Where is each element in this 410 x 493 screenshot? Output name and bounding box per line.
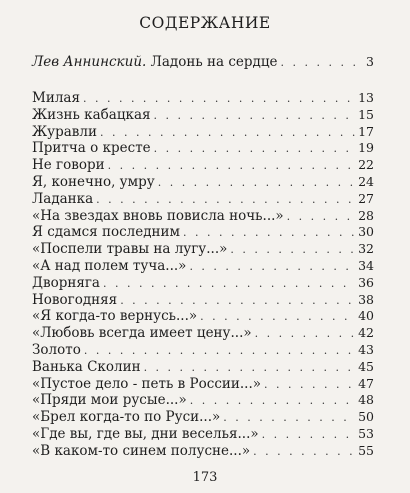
- toc-entry-title: «Я когда-то вернусь...»: [32, 308, 198, 325]
- leader-dots: [158, 175, 355, 192]
- toc-entry: [32, 392, 374, 409]
- leader-dots: [264, 377, 355, 394]
- toc-entry-page-number: 43: [358, 341, 374, 357]
- intro-title: Ладонь на сердце: [150, 54, 278, 70]
- toc-entry-title: «Где вы, где вы, дни веселья...»: [32, 425, 259, 442]
- toc-entry-title: «Любовь всегда имеет цену...»: [32, 325, 252, 342]
- leader-dots: [183, 225, 355, 242]
- leader-dots: [103, 276, 355, 293]
- toc-entry-page-number: 42: [358, 325, 374, 341]
- page-number: 173: [192, 470, 218, 485]
- toc-entry-title: «Поспели травы на лугу...»: [32, 241, 228, 258]
- toc-entry-title: Ванька Сколин: [32, 358, 141, 375]
- toc-entry-title: Притча о кресте: [32, 140, 151, 157]
- leader-dots: [262, 427, 355, 444]
- leader-dots: [84, 343, 355, 360]
- toc-entry-page-number: 24: [358, 173, 374, 189]
- toc-entry-title: «Брел когда-то по Руси...»: [32, 409, 221, 426]
- page-title: СОДЕРЖАНИЕ: [139, 14, 271, 32]
- toc-entry-title: «В каком-то синем полусне...»: [32, 442, 251, 459]
- leader-dots: [144, 360, 355, 377]
- leader-dots: [189, 259, 355, 276]
- toc-entry-page-number: 13: [358, 90, 374, 105]
- toc-entry: [32, 157, 374, 174]
- leader-dots: [100, 125, 355, 142]
- toc-entry: [32, 325, 374, 342]
- intro-author: Лев Аннинский.: [32, 54, 147, 70]
- toc-entry: [32, 376, 374, 393]
- toc-entry-title: Я, конечно, умру: [32, 173, 155, 190]
- leader-dots: [154, 108, 355, 125]
- leader-dots: [190, 393, 355, 410]
- leader-dots: [281, 56, 355, 69]
- toc-entry: [32, 359, 374, 376]
- leader-dots: [120, 293, 355, 310]
- toc-intro-entry: [32, 54, 374, 70]
- toc-entry-page-number: 17: [358, 123, 374, 139]
- toc-entry: [32, 342, 374, 359]
- toc-entry-page-number: 53: [358, 425, 374, 441]
- toc-entry-page-number: 50: [358, 409, 374, 425]
- leader-dots: [287, 209, 355, 226]
- leader-dots: [255, 326, 355, 343]
- toc-entry-title: Жизнь кабацкая: [32, 106, 151, 123]
- toc-entry-page-number: 22: [358, 157, 374, 173]
- toc-entry-title: Я сдамся последним: [32, 224, 181, 241]
- intro-page-number: 3: [366, 54, 374, 69]
- leader-dots: [200, 309, 355, 326]
- toc-entry: [32, 208, 374, 225]
- toc-entry-title: «А над полем туча...»: [32, 257, 187, 274]
- toc-entry-title: Журавли: [32, 123, 97, 140]
- toc-entry-page-number: 28: [358, 207, 374, 223]
- toc-entry-page-number: 15: [358, 106, 374, 122]
- toc-entry: [32, 258, 374, 275]
- leader-dots: [230, 242, 355, 259]
- toc-entry: [32, 90, 374, 107]
- toc-entry: [32, 224, 374, 241]
- toc-entry-page-number: 47: [358, 375, 374, 391]
- toc-entry: [32, 292, 374, 309]
- leader-dots: [83, 91, 355, 108]
- toc-entry: [32, 275, 374, 292]
- toc-entry-page-number: 45: [358, 358, 374, 374]
- toc-entry-page-number: 34: [358, 257, 374, 273]
- toc-entry-title: Золото: [32, 341, 81, 358]
- toc-entry: [32, 308, 374, 325]
- toc-entry-page-number: 36: [358, 274, 374, 290]
- toc-entry: [32, 107, 374, 124]
- toc-entry: [32, 409, 374, 426]
- toc-entry-title: «Пустое дело - петь в России...»: [32, 375, 262, 392]
- toc-entry-title: Ладанка: [32, 190, 94, 207]
- toc-entry: [32, 124, 374, 141]
- toc-entry: [32, 241, 374, 258]
- toc-entry-page-number: 48: [358, 392, 374, 408]
- toc-intro-label: [32, 54, 278, 70]
- toc-entry-page-number: 19: [358, 140, 374, 156]
- toc-entry-title: Дворняга: [32, 274, 100, 291]
- leader-dots: [154, 141, 355, 158]
- toc-entry: [32, 174, 374, 191]
- toc-entry-title: Не говори: [32, 157, 105, 174]
- toc-entry-title: Милая: [32, 90, 80, 106]
- toc-entry: [32, 426, 374, 443]
- toc-entry-title: Новогодняя: [32, 291, 118, 308]
- toc-entry: [32, 140, 374, 157]
- toc-entry-page-number: 30: [358, 224, 374, 240]
- toc-entry-page-number: 32: [358, 241, 374, 257]
- toc-entry-page-number: 38: [358, 291, 374, 307]
- leader-dots: [108, 158, 355, 175]
- table-of-contents: [32, 90, 374, 460]
- toc-entry: [32, 191, 374, 208]
- leader-dots: [223, 410, 355, 427]
- toc-entry-page-number: 27: [358, 190, 374, 206]
- toc-entry-title: «Пряди мои русые...»: [32, 392, 187, 409]
- leader-dots: [96, 192, 355, 209]
- toc-entry: [32, 443, 374, 460]
- toc-entry-page-number: 55: [358, 442, 374, 458]
- toc-entry-page-number: 40: [358, 308, 374, 324]
- toc-entry-title: «На звездах вновь повисла ночь...»: [32, 207, 284, 224]
- leader-dots: [253, 444, 355, 461]
